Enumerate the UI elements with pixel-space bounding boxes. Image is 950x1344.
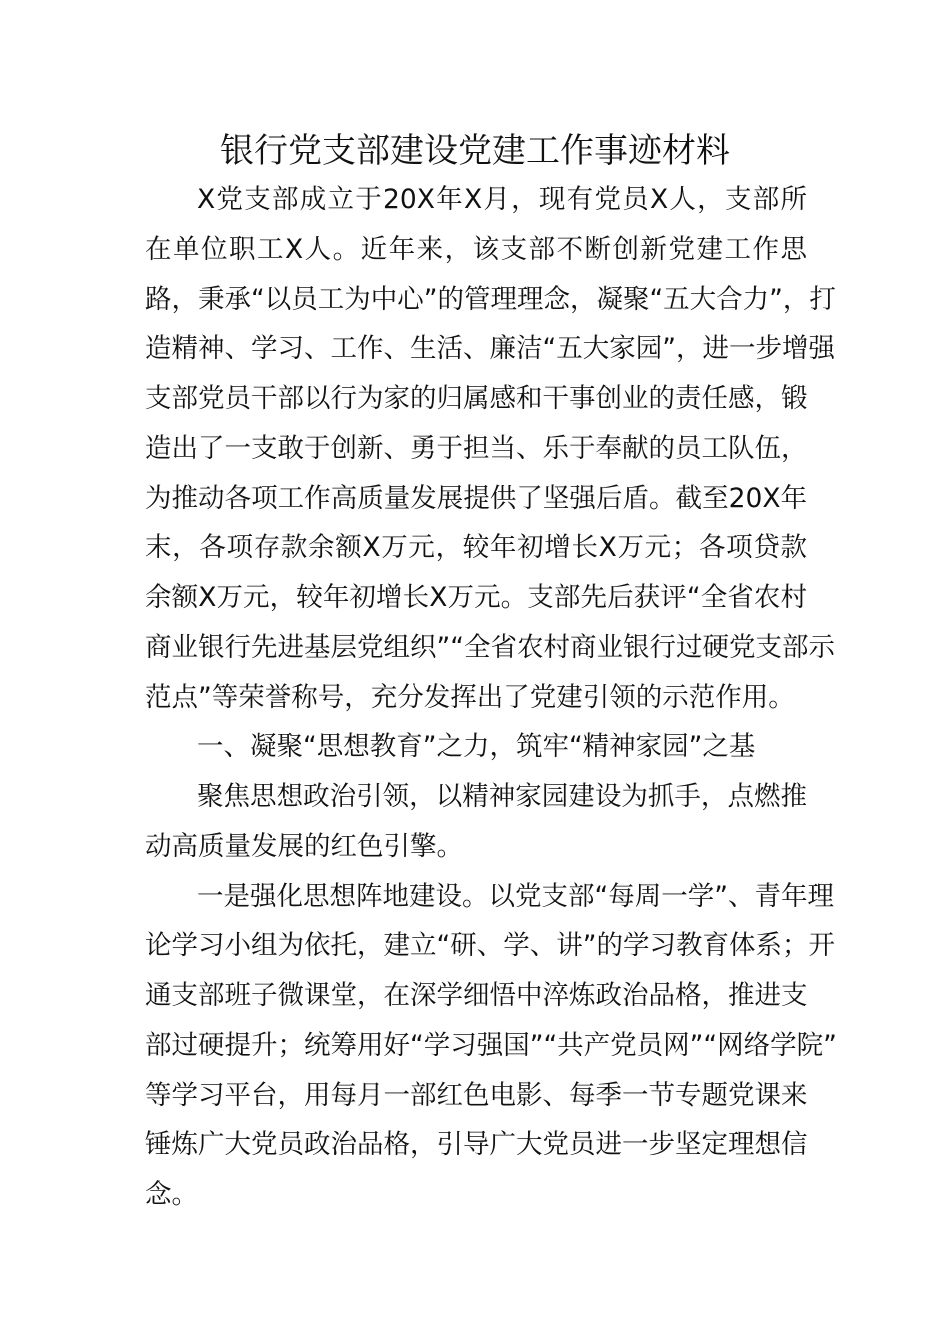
text-line: 锤炼广大党员政治品格，引导广大党员进一步坚定理想信 (145, 1129, 808, 1161)
text-line: 余额X万元，较年初增长X万元。支部先后获评“全省农村 (145, 582, 807, 613)
text-line: 念。 (145, 1179, 198, 1210)
text-line: 聚焦思想政治引领，以精神家园建设为抓手，点燃推 (197, 781, 807, 812)
text-line: 路，秉承“以员工为中心”的管理理念，凝聚“五大合力”，打 (145, 283, 836, 315)
text-line: 通支部班子微课堂，在深学细悟中淬炼政治品格，推进支 (145, 980, 808, 1011)
text-line: 部过硬提升；统筹用好“学习强国”“共产党员网”“网络学院” (145, 1029, 837, 1061)
document-title: 银行党支部建设党建工作事迹材料 (220, 131, 730, 171)
text-line: 造精神、学习、工作、生活、廉洁“五大家园”，进一步增强 (145, 333, 835, 365)
text-line: 造出了一支敢于创新、勇于担当、乐于奉献的员工队伍， (145, 432, 808, 464)
text-line: 为推动各项工作高质量发展提供了坚强后盾。截至20X年 (145, 482, 807, 514)
text-line: 论学习小组为依托，建立“研、学、讲”的学习教育体系；开 (145, 930, 835, 962)
text-line: X党支部成立于20X年X月，现有党员X人，支部所 (197, 184, 807, 215)
text-line: 末，各项存款余额X万元，较年初增长X万元；各项贷款 (145, 532, 807, 564)
text-line: 一是强化思想阵地建设。以党支部“每周一学”、青年理 (197, 880, 834, 912)
document-body (145, 175, 837, 1220)
text-line: 动高质量发展的红色引擎。 (145, 830, 463, 862)
text-line: 等学习平台，用每月一部红色电影、每季一节专题党课来 (145, 1079, 808, 1111)
text-line: 范点”等荣誉称号，充分发挥出了党建引领的示范作用。 (145, 681, 795, 713)
text-line: 支部党员干部以行为家的归属感和干事创业的责任感，锻 (145, 383, 808, 414)
text-line: 在单位职工X人。近年来，该支部不断创新党建工作思 (145, 233, 807, 265)
text-line: 一、凝聚“思想教育”之力，筑牢“精神家园”之基 (197, 731, 756, 763)
text-line: 商业银行先进基层党组织”“全省农村商业银行过硬党支部示 (145, 631, 835, 663)
